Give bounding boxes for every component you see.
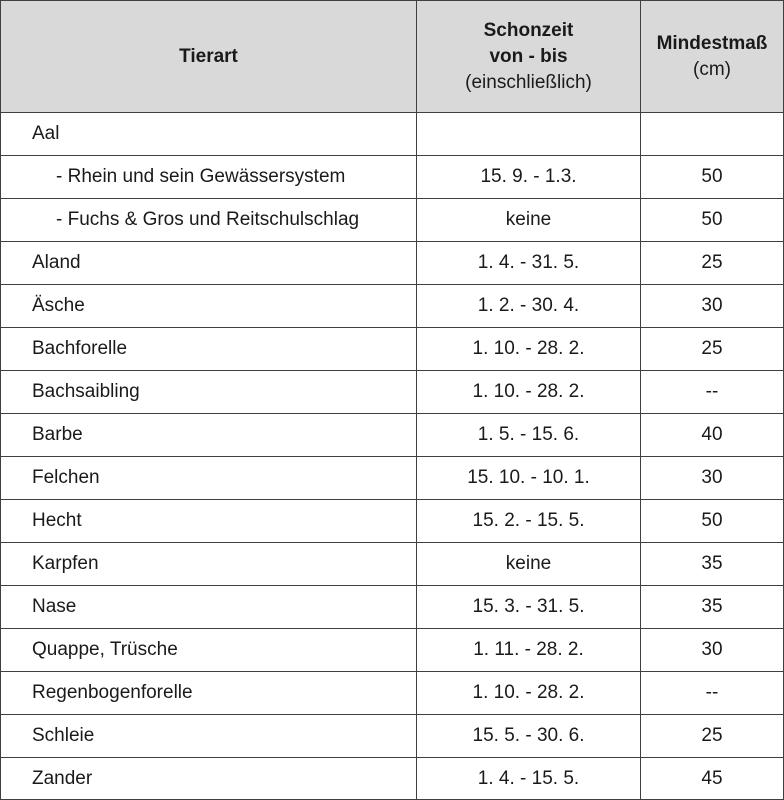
table-row: [1, 156, 784, 199]
closed-season-cell: [417, 113, 641, 156]
species-cell: Aland: [1, 242, 417, 285]
table-row: [1, 414, 784, 457]
header-species-label: Tierart: [179, 45, 238, 67]
header-species: [1, 1, 417, 113]
species-cell: Hecht: [1, 500, 417, 543]
min-size-cell: 50: [641, 500, 784, 543]
min-size-cell: --: [641, 371, 784, 414]
closed-season-cell: 15. 5. - 30. 6.: [417, 715, 641, 758]
min-size-cell: [641, 113, 784, 156]
table-row: [1, 629, 784, 672]
table-row: [1, 242, 784, 285]
closed-season-cell: 15. 2. - 15. 5.: [417, 500, 641, 543]
table-row: [1, 586, 784, 629]
min-size-cell: --: [641, 672, 784, 715]
header-closed-season: [417, 1, 641, 113]
table-row: [1, 328, 784, 371]
header-min-size-line2: (cm): [693, 58, 731, 80]
closed-season-cell: keine: [417, 543, 641, 586]
table-header-row: [1, 1, 784, 113]
table-row: [1, 758, 784, 800]
table-row: [1, 543, 784, 586]
min-size-cell: 50: [641, 199, 784, 242]
header-closed-season-line1: Schonzeit: [483, 19, 574, 41]
species-cell: Äsche: [1, 285, 417, 328]
header-min-size: [641, 1, 784, 113]
min-size-cell: 30: [641, 629, 784, 672]
closed-season-cell: 1. 10. - 28. 2.: [417, 672, 641, 715]
species-cell: - Rhein und sein Gewässersystem: [1, 156, 417, 199]
species-cell: Zander: [1, 758, 417, 800]
min-size-cell: 35: [641, 543, 784, 586]
min-size-cell: 30: [641, 285, 784, 328]
species-cell: - Fuchs & Gros und Reitschulschlag: [1, 199, 417, 242]
species-cell: Felchen: [1, 457, 417, 500]
species-cell: Quappe, Trüsche: [1, 629, 417, 672]
closed-season-cell: 15. 10. - 10. 1.: [417, 457, 641, 500]
closed-season-cell: 1. 2. - 30. 4.: [417, 285, 641, 328]
closed-season-cell: 1. 11. - 28. 2.: [417, 629, 641, 672]
table-row: [1, 199, 784, 242]
header-closed-season-line2: von - bis: [489, 45, 568, 67]
table-row: [1, 500, 784, 543]
header-closed-season-line3: (einschließlich): [465, 71, 592, 93]
table-row: [1, 285, 784, 328]
min-size-cell: 25: [641, 328, 784, 371]
min-size-cell: 35: [641, 586, 784, 629]
species-cell: Barbe: [1, 414, 417, 457]
species-cell: Karpfen: [1, 543, 417, 586]
closed-season-cell: 1. 4. - 15. 5.: [417, 758, 641, 800]
table-row: [1, 113, 784, 156]
header-min-size-line1: Mindestmaß: [656, 32, 768, 54]
table-row: [1, 371, 784, 414]
closed-season-cell: 15. 9. - 1.3.: [417, 156, 641, 199]
closed-season-cell: 1. 5. - 15. 6.: [417, 414, 641, 457]
closed-season-cell: 1. 10. - 28. 2.: [417, 371, 641, 414]
species-cell: Bachsaibling: [1, 371, 417, 414]
closed-season-cell: 1. 10. - 28. 2.: [417, 328, 641, 371]
species-cell: Schleie: [1, 715, 417, 758]
species-cell: Regenbogenforelle: [1, 672, 417, 715]
min-size-cell: 40: [641, 414, 784, 457]
min-size-cell: 45: [641, 758, 784, 800]
species-cell: Aal: [1, 113, 417, 156]
closed-season-cell: 1. 4. - 31. 5.: [417, 242, 641, 285]
species-cell: Bachforelle: [1, 328, 417, 371]
min-size-cell: 30: [641, 457, 784, 500]
closed-season-cell: keine: [417, 199, 641, 242]
table-row: [1, 715, 784, 758]
species-cell: Nase: [1, 586, 417, 629]
min-size-cell: 25: [641, 715, 784, 758]
min-size-cell: 25: [641, 242, 784, 285]
min-size-cell: 50: [641, 156, 784, 199]
table-row: [1, 672, 784, 715]
closed-season-cell: 15. 3. - 31. 5.: [417, 586, 641, 629]
table-row: [1, 457, 784, 500]
